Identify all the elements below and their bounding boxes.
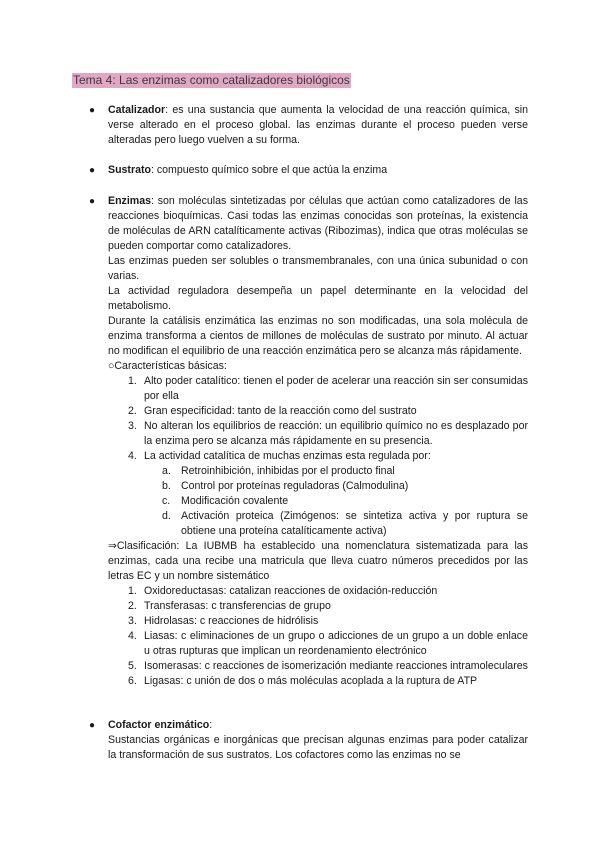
list-letter: c. <box>162 495 171 507</box>
list-number: 2. <box>128 405 137 417</box>
list-item <box>108 599 528 614</box>
list-text: Modificación covalente <box>181 495 289 507</box>
list-number: 3. <box>128 615 137 627</box>
list-number: 4. <box>128 630 137 642</box>
regulacion-list <box>108 464 528 539</box>
list-text: Ligasas: c unión de dos o más moléculas acoplada a la ruptura de ATP <box>144 675 478 687</box>
list-item <box>108 659 528 674</box>
bullet-catalizador <box>89 103 528 148</box>
list-number: 4. <box>128 450 137 462</box>
list-text: Hidrolasas: c reacciones de hidrólisis <box>144 615 319 627</box>
enzimas-paragraph-4: Durante la catálisis enzimática las enzimas no son modificadas, una sola molécula de enzima transforma a cientos de millones de moléculas de sustrato por minuto. Al actuar no modifican el equilibrio de una reacción enzimática pero se alcanza más rápidamente. <box>108 315 528 357</box>
list-text: Liasas: c eliminaciones de un grupo o adicciones de un grupo a un doble enlace u otras rupturas que implican un reordenamiento electrónico <box>144 630 528 657</box>
sustrato-text: : compuesto químico sobre el que actúa la enzima <box>150 164 388 176</box>
list-number: 1. <box>128 585 137 597</box>
caracteristicas-list <box>108 374 528 464</box>
catalizador-paragraph <box>108 103 528 148</box>
list-item <box>108 479 528 494</box>
list-number: 6. <box>128 675 137 687</box>
clases-list <box>108 584 528 689</box>
list-number: 1. <box>128 375 137 387</box>
bullet-icon: ● <box>89 196 96 207</box>
enzimas-paragraph <box>108 194 528 254</box>
cofactor-paragraph: Sustancias orgánicas e inorgánicas que precisan algunas enzimas para poder catalizar la transformación de sus sustratos. Los cofactores como las enzimas no se <box>108 734 528 761</box>
cofactor-term: Cofactor enzimático <box>108 719 210 731</box>
list-item <box>108 404 528 419</box>
catalizador-text: : es una sustancia que aumenta la velocidad de una reacción química, sin verse alterado en el proceso global. las enzimas durante el proceso pueden verse alteradas pero luego vuelven a su forma. <box>108 104 528 146</box>
list-text: Retroinhibición, inhibidas por el producto final <box>181 465 395 477</box>
list-number: 3. <box>128 420 137 432</box>
enzimas-text: : son moléculas sintetizadas por células que actúan como catalizadores de las reacciones bioquímicas. Casi todas las enzimas conocidas son proteínas, la existencia de moléculas de ARN catalíticamente activas (Ribozimas), indica que otras moléculas se pueden comportar como catalizadores. <box>108 195 528 252</box>
list-item <box>108 464 528 479</box>
bullet-sustrato <box>89 163 528 178</box>
sustrato-paragraph <box>108 163 528 178</box>
list-letter: a. <box>162 465 171 477</box>
list-item <box>108 494 528 509</box>
cofactor-colon: : <box>209 719 213 731</box>
list-item <box>108 374 528 404</box>
list-text: Alto poder catalítico: tienen el poder de acelerar una reacción sin ser consumidas por ella <box>144 375 528 402</box>
list-item <box>108 629 528 659</box>
list-item <box>108 449 528 464</box>
bullet-icon: ● <box>89 720 96 731</box>
cofactor-heading <box>108 718 528 733</box>
list-text: Oxidoreductasas: catalizan reacciones de oxidación-reducción <box>144 585 438 597</box>
bullet-icon: ● <box>89 165 96 176</box>
list-number: 2. <box>128 600 137 612</box>
list-text: La actividad catalítica de muchas enzimas esta regulada por: <box>144 450 431 462</box>
list-text: Activación proteica (Zimógenos: se sintetiza activa y por ruptura se obtiene una proteína catalíticamente activa) <box>181 510 528 537</box>
bullet-icon: ● <box>89 105 96 116</box>
catalizador-term: Catalizador <box>108 104 166 116</box>
list-text: Control por proteínas reguladoras (Calmodulina) <box>181 480 409 492</box>
list-item <box>108 419 528 449</box>
bullet-enzimas <box>89 194 528 689</box>
list-number: 5. <box>128 660 137 672</box>
clasificacion-paragraph: ⇒Clasificación: La IUBMB ha establecido una nomenclatura sistematizada para las enzimas, cada una recibe una matricula que lleva cuatro números precedidos por las letras EC y un nombre sistemático <box>108 540 528 582</box>
list-item <box>108 614 528 629</box>
list-item <box>108 674 528 689</box>
list-item <box>108 584 528 599</box>
list-text: Gran especificidad: tanto de la reacción como del sustrato <box>144 405 417 417</box>
enzimas-paragraph-2: Las enzimas pueden ser solubles o transmembranales, con una única subunidad o con varias. <box>108 255 528 282</box>
list-letter: b. <box>162 480 171 492</box>
list-item <box>108 509 528 539</box>
page-title: Tema 4: Las enzimas como catalizadores biológicos <box>73 73 350 87</box>
caracteristicas-heading: ○Características básicas: <box>108 360 227 372</box>
list-letter: d. <box>162 510 171 522</box>
list-text: Isomerasas: c reacciones de isomerización mediante reacciones intramoleculares <box>144 660 528 672</box>
bullet-cofactor <box>89 718 528 763</box>
list-text: No alteran los equilibrios de reacción: un equilibrio químico no es desplazado por la enzima pero se alcanza más rápidamente en su presencia. <box>144 420 528 447</box>
list-text: Transferasas: c transferencias de grupo <box>144 600 331 612</box>
sustrato-term: Sustrato <box>108 164 151 176</box>
enzimas-paragraph-3: La actividad reguladora desempeña un papel determinante en la velocidad del metabolismo. <box>108 285 528 312</box>
enzimas-term: Enzimas <box>108 195 151 207</box>
